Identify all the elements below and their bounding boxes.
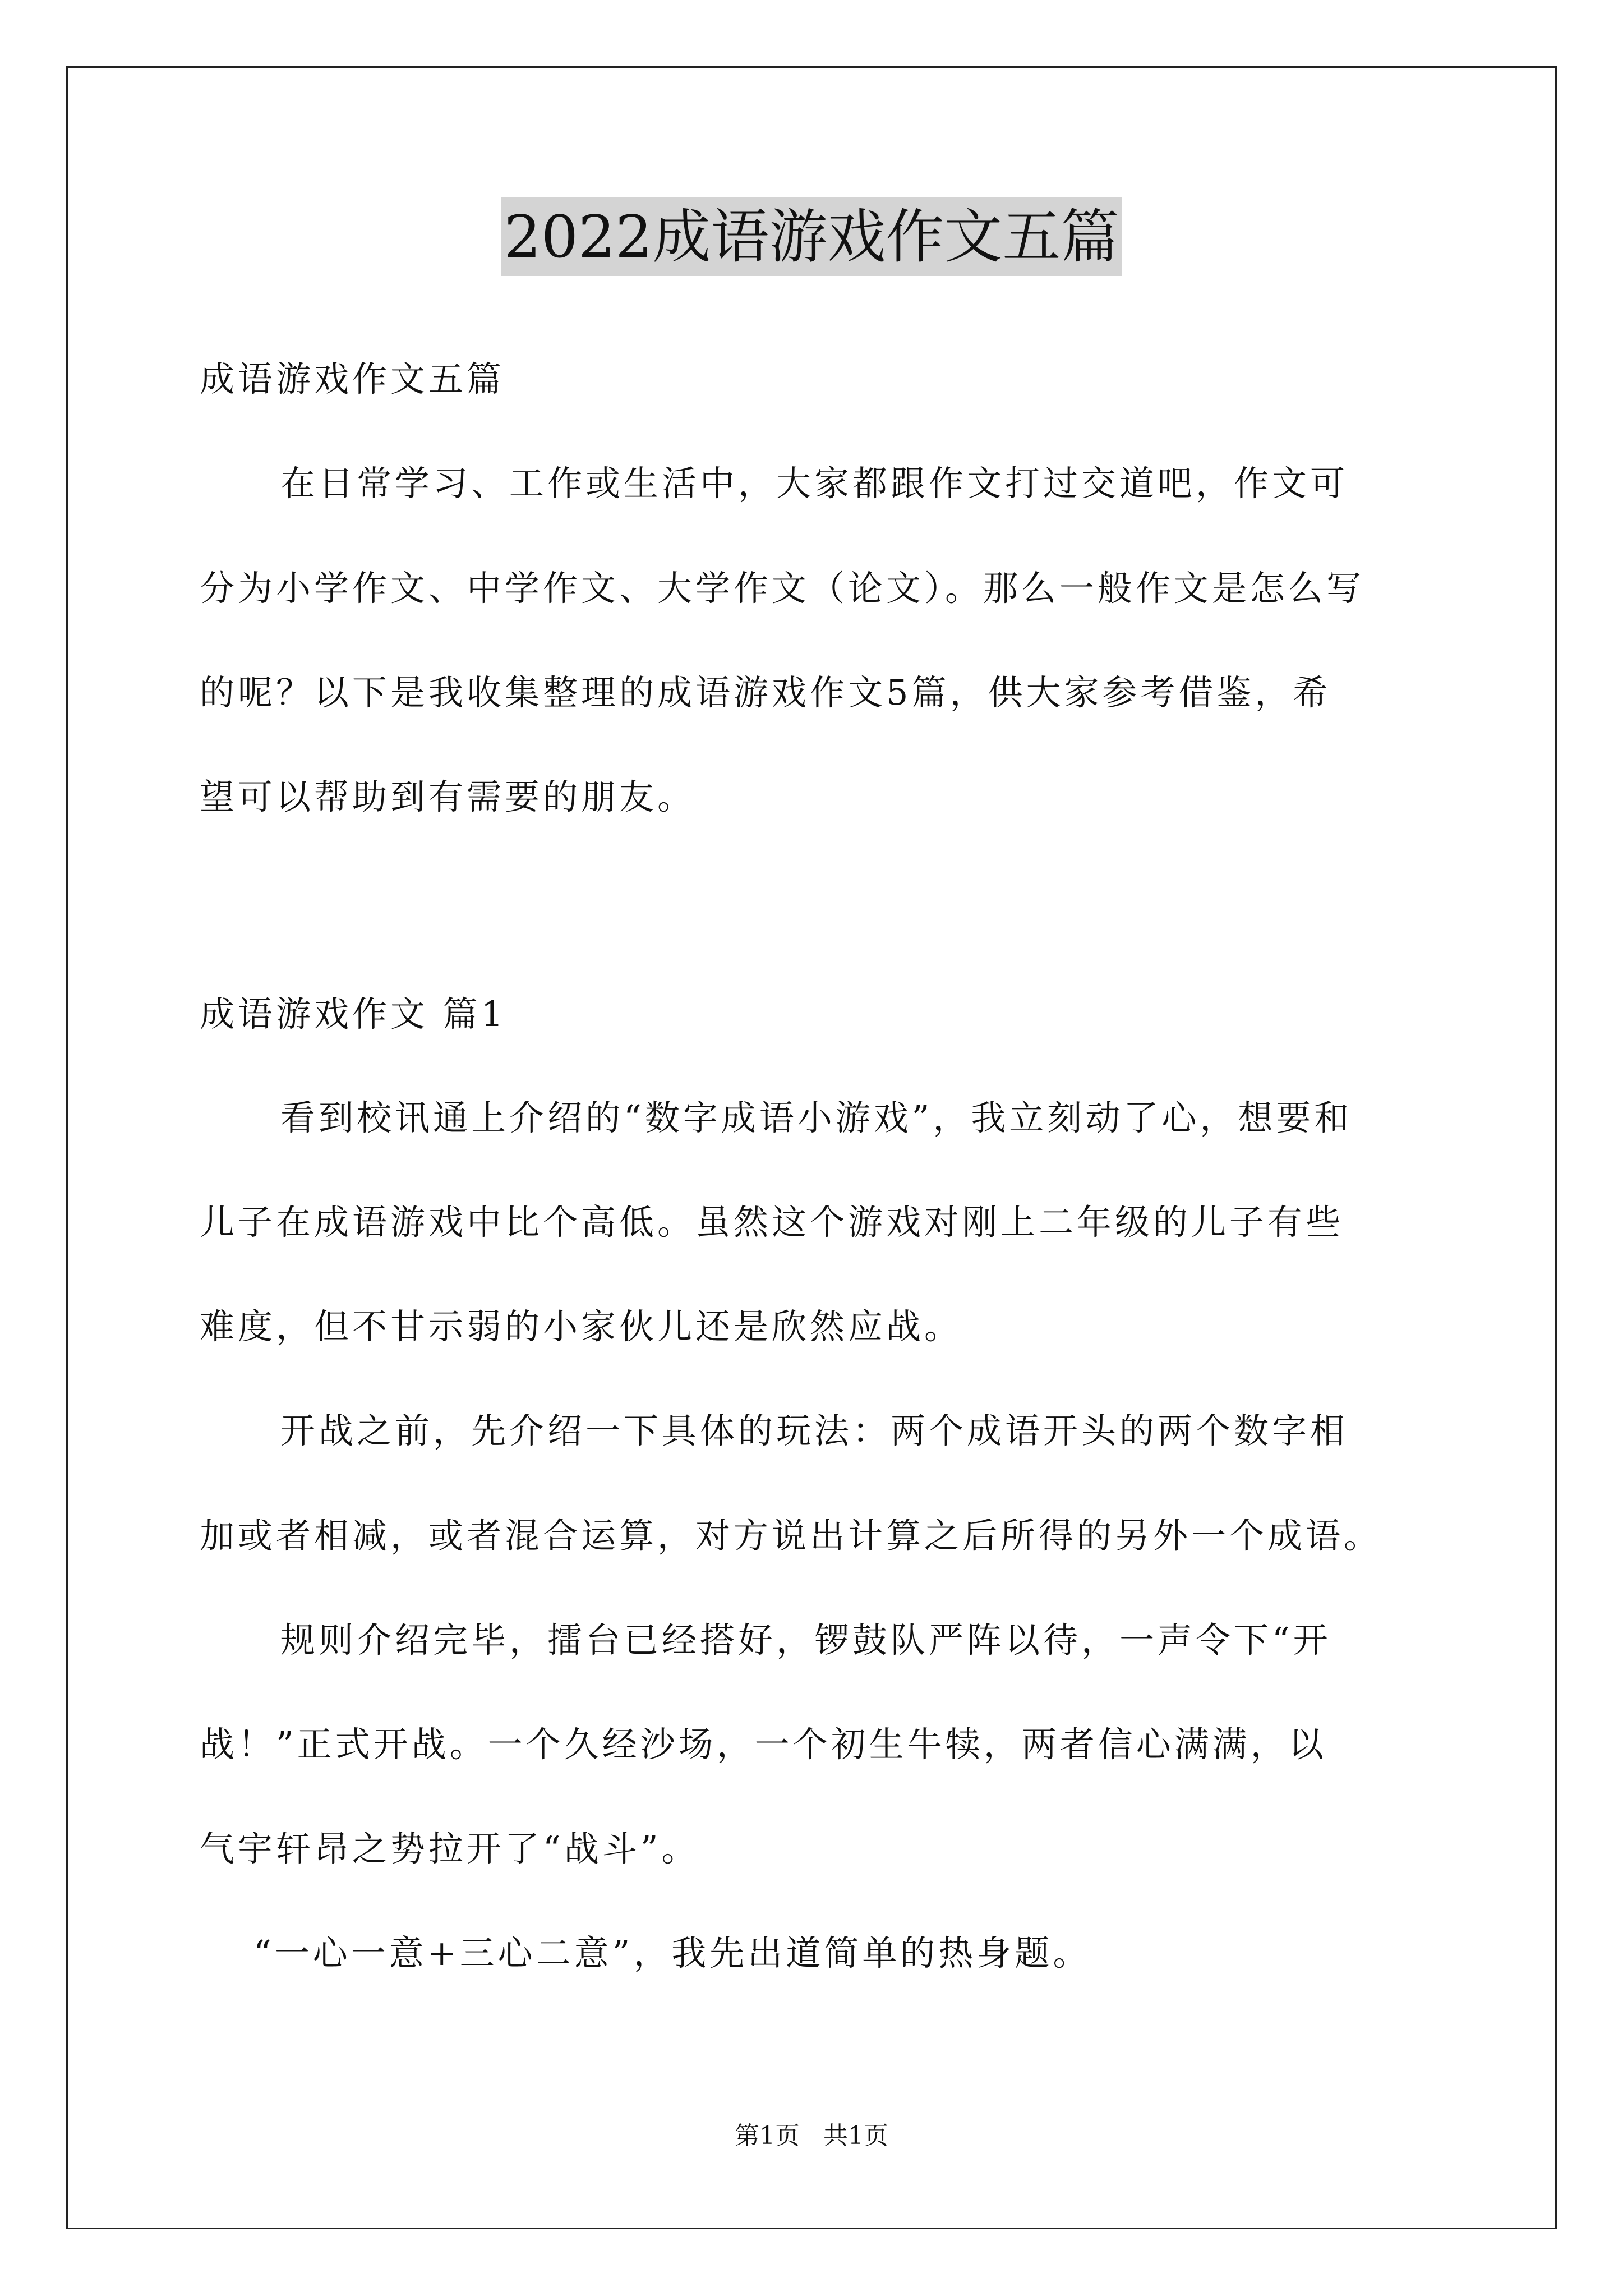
body-line: 气宇轩昂之势拉开了“战斗”。 xyxy=(200,1828,700,1869)
body-line: 难度，但不甘示弱的小家伙儿还是欣然应战。 xyxy=(200,1306,963,1347)
body-line: 开战之前，先介绍一下具体的玩法：两个成语开头的两个数字相 xyxy=(280,1410,1349,1451)
intro-line: 的呢？以下是我收集整理的成语游戏作文5篇，供大家参考借鉴，希 xyxy=(200,672,1331,713)
section-heading: 成语游戏作文 篇1 xyxy=(200,993,507,1034)
body-line: 看到校讯通上介绍的“数字成语小游戏”，我立刻动了心，想要和 xyxy=(280,1097,1353,1138)
body-line: 儿子在成语游戏中比个高低。虽然这个游戏对刚上二年级的儿子有些 xyxy=(200,1202,1344,1243)
document-subtitle: 成语游戏作文五篇 xyxy=(200,358,505,399)
page-footer xyxy=(0,2119,1623,2153)
intro-line: 分为小学作文、中学作文、大学作文（论文）。那么一般作文是怎么写 xyxy=(200,568,1365,609)
page-number: 第1页 xyxy=(735,2122,800,2150)
document-title: 2022成语游戏作文五篇 xyxy=(501,197,1123,276)
body-line: 规则介绍完毕，擂台已经搭好，锣鼓队严阵以待，一声令下“开 xyxy=(280,1619,1331,1660)
page-total: 共1页 xyxy=(823,2122,888,2150)
body-line: 战！”正式开战。一个久经沙场，一个初生牛犊，两者信心满满，以 xyxy=(200,1724,1327,1765)
body-line: 加或者相减，或者混合运算，对方说出计算之后所得的另外一个成语。 xyxy=(200,1515,1382,1556)
intro-line: 望可以帮助到有需要的朋友。 xyxy=(200,776,696,817)
title-container xyxy=(0,197,1623,276)
intro-line: 在日常学习、工作或生活中，大家都跟作文打过交道吧，作文可 xyxy=(280,463,1349,504)
body-line: “一心一意+三心二意”，我先出道简单的热身题。 xyxy=(253,1932,1091,1973)
